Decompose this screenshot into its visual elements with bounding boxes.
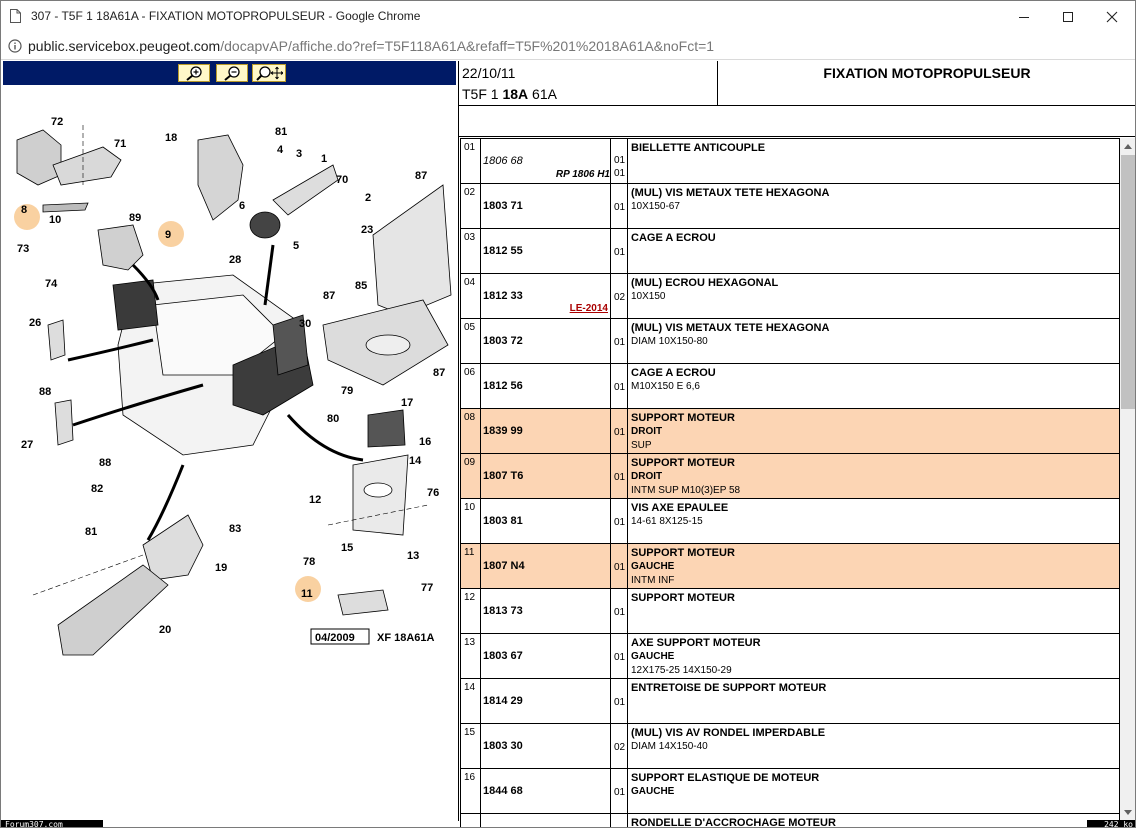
- description-main: SUPPORT MOTEUR: [631, 457, 735, 469]
- description-detail: 10X150-67: [631, 201, 680, 212]
- callout-label[interactable]: 78: [303, 556, 316, 568]
- part-reference[interactable]: 1812 56: [483, 380, 523, 392]
- part-reference[interactable]: 1803 72: [483, 335, 523, 347]
- quantity-cell: [611, 634, 628, 678]
- window-title: 307 - T5F 1 18A61A - FIXATION MOTOPROPULSEUR - Google Chrome: [31, 9, 421, 23]
- callout-label[interactable]: 16: [419, 436, 432, 448]
- callout-label[interactable]: 87: [415, 170, 428, 182]
- diagram-pane: [3, 61, 456, 821]
- description-cell: [629, 184, 1119, 228]
- callout-label[interactable]: 71: [114, 138, 127, 150]
- description-cell: [629, 634, 1119, 678]
- callout-label[interactable]: 79: [341, 385, 354, 397]
- quantity: 01: [614, 168, 626, 179]
- callout-label[interactable]: 18: [165, 132, 178, 144]
- part-support-plate: [373, 185, 451, 315]
- item-number: 13: [461, 634, 481, 678]
- callout-label[interactable]: 19: [215, 562, 228, 574]
- quantity: 01: [614, 472, 626, 483]
- reference-cell: [481, 274, 611, 318]
- header-code-bold: 18A: [502, 86, 529, 102]
- table-row[interactable]: [460, 768, 1120, 813]
- quantity: 01: [614, 427, 626, 438]
- callout-label[interactable]: 77: [421, 582, 434, 594]
- zoom-in-icon: [182, 65, 206, 81]
- table-row[interactable]: [460, 813, 1120, 828]
- description-cell: [629, 274, 1119, 318]
- callout-label[interactable]: 27: [21, 439, 34, 451]
- callout-label[interactable]: 76: [427, 487, 440, 499]
- header-code-prefix: T5F 1: [462, 86, 499, 102]
- document-icon: [10, 9, 21, 23]
- description-main: CAGE A ECROU: [631, 232, 716, 244]
- table-row[interactable]: [460, 228, 1120, 273]
- description-cell: [629, 139, 1119, 183]
- size-indicator: 242 ko: [1087, 820, 1136, 828]
- minimize-button[interactable]: [1001, 1, 1047, 32]
- callout-label[interactable]: 10: [49, 214, 62, 226]
- quantity: 01: [614, 382, 626, 393]
- reference-cell: [481, 229, 611, 273]
- description-detail: 12X175-25 14X150-29: [631, 665, 732, 676]
- callout-label[interactable]: 81: [85, 526, 98, 538]
- callout-label[interactable]: 1: [321, 153, 328, 165]
- callout-label[interactable]: 80: [327, 413, 340, 425]
- item-number: 04: [461, 274, 481, 318]
- reference-cell: [481, 724, 611, 768]
- reference-cell: [481, 769, 611, 813]
- part-reference[interactable]: 1814 29: [483, 695, 523, 707]
- item-number: 12: [461, 589, 481, 633]
- quantity-cell: [611, 139, 628, 183]
- header-date: 22/10/11: [462, 65, 516, 81]
- description-cell: [629, 814, 1119, 828]
- table-row[interactable]: [460, 543, 1120, 588]
- quantity: 01: [614, 155, 626, 166]
- part-reference[interactable]: 1803 30: [483, 740, 523, 752]
- callout-label[interactable]: 3: [296, 148, 303, 160]
- part-reference[interactable]: 1806 68: [483, 155, 523, 167]
- table-row[interactable]: [460, 318, 1120, 363]
- reference-cell: [481, 544, 611, 588]
- table-row[interactable]: [460, 363, 1120, 408]
- description-cell: [629, 679, 1119, 723]
- item-number: 08: [461, 409, 481, 453]
- quantity-cell: [611, 544, 628, 588]
- address-bar[interactable]: [1, 32, 1135, 60]
- table-row[interactable]: [460, 588, 1120, 633]
- callout-label[interactable]: 8: [21, 204, 28, 216]
- close-icon: [1106, 11, 1118, 23]
- description-detail: DIAM 14X150-40: [631, 741, 708, 752]
- title-bar: [1, 1, 1135, 32]
- description-detail: 10X150: [631, 291, 666, 302]
- table-row[interactable]: [460, 678, 1120, 723]
- quantity: 01: [614, 607, 626, 618]
- description-cell: [629, 364, 1119, 408]
- description-detail: INTM INF: [631, 575, 675, 586]
- close-button[interactable]: [1089, 1, 1135, 32]
- description-main: AXE SUPPORT MOTEUR: [631, 637, 761, 649]
- table-row[interactable]: [460, 273, 1120, 318]
- zoom-out-icon: [220, 65, 244, 81]
- maximize-button[interactable]: [1045, 1, 1091, 32]
- item-number: 02: [461, 184, 481, 228]
- alt-reference: RP 1806 H1: [555, 169, 610, 180]
- callout-label[interactable]: 30: [299, 318, 312, 330]
- watermark-left: Forum307.com: [1, 820, 103, 828]
- quantity-cell: [611, 814, 628, 828]
- description-side: GAUCHE: [631, 561, 675, 572]
- description-main: RONDELLE D'ACCROCHAGE MOTEUR: [631, 817, 836, 828]
- header-rule: [459, 136, 1136, 137]
- url-text[interactable]: [28, 38, 714, 54]
- item-number: 15: [461, 724, 481, 768]
- callout-label[interactable]: 83: [229, 523, 242, 535]
- part-reference[interactable]: 1812 33: [483, 290, 523, 302]
- description-main: (MUL) VIS METAUX TETE HEXAGONA: [631, 322, 830, 334]
- callout-label[interactable]: 12: [309, 494, 322, 506]
- quantity-cell: [611, 589, 628, 633]
- quantity: 02: [614, 742, 626, 753]
- description-cell: [629, 589, 1119, 633]
- header-code-suffix: 61A: [532, 86, 557, 102]
- zoom-out-button[interactable]: [216, 64, 248, 82]
- part-reference[interactable]: 1803 81: [483, 515, 523, 527]
- item-number: 09: [461, 454, 481, 498]
- callout-label[interactable]: 88: [99, 457, 112, 469]
- callout-label[interactable]: 72: [51, 116, 64, 128]
- reference-cell: [481, 454, 611, 498]
- description-main: (MUL) ECROU HEXAGONAL: [631, 277, 779, 289]
- description-detail: DIAM 10X150-80: [631, 336, 708, 347]
- quantity-cell: [611, 409, 628, 453]
- description-detail: M10X150 E 6,6: [631, 381, 700, 392]
- part-reference[interactable]: 1803 71: [483, 200, 523, 212]
- description-main: SUPPORT MOTEUR: [631, 592, 735, 604]
- quantity-cell: [611, 769, 628, 813]
- page-title: FIXATION MOTOPROPULSEUR: [823, 65, 1031, 81]
- quantity-cell: [611, 724, 628, 768]
- description-main: (MUL) VIS AV RONDEL IMPERDABLE: [631, 727, 826, 739]
- callout-label[interactable]: 15: [341, 542, 354, 554]
- table-row[interactable]: [460, 723, 1120, 768]
- part-reference[interactable]: 1844 68: [483, 785, 523, 797]
- description-detail: INTM SUP M10(3)EP 58: [631, 485, 741, 496]
- part-reference[interactable]: 1807 N4: [483, 560, 525, 572]
- reference-cell: [481, 184, 611, 228]
- scroll-up-button[interactable]: [1120, 138, 1136, 155]
- callout-label[interactable]: 70: [336, 174, 349, 186]
- part-reference[interactable]: 1839 99: [483, 425, 523, 437]
- description-cell: [629, 319, 1119, 363]
- part-reference[interactable]: 1813 73: [483, 605, 523, 617]
- table-row[interactable]: [460, 183, 1120, 228]
- description-main: SUPPORT MOTEUR: [631, 412, 735, 424]
- item-number: 14: [461, 679, 481, 723]
- quantity-cell: [611, 499, 628, 543]
- url-path: /docapvAP/affiche.do?ref=T5F118A61A&refaff=T5F%201%2018A61A&noFct=1: [220, 38, 715, 54]
- description-side: DROIT: [631, 426, 663, 437]
- table-row[interactable]: [460, 498, 1120, 543]
- description-cell: [629, 769, 1119, 813]
- scrollbar[interactable]: [1120, 138, 1136, 821]
- minimize-icon: [1018, 11, 1030, 23]
- part-guard: [58, 565, 168, 655]
- description-cell: [629, 724, 1119, 768]
- info-icon[interactable]: [8, 39, 22, 53]
- description-cell: [629, 454, 1119, 498]
- callout-label[interactable]: 89: [129, 212, 142, 224]
- item-number: [461, 814, 481, 828]
- description-main: SUPPORT ELASTIQUE DE MOTEUR: [631, 772, 820, 784]
- diagram-toolbar: [3, 61, 456, 85]
- description-cell: [629, 409, 1119, 453]
- zoom-fit-icon: [255, 65, 283, 81]
- callout-label[interactable]: 87: [323, 290, 336, 302]
- callout-label[interactable]: 20: [159, 624, 172, 636]
- quantity: 01: [614, 562, 626, 573]
- callout-label[interactable]: 81: [275, 126, 288, 138]
- part-right-mount: [17, 130, 61, 185]
- callout-label[interactable]: 28: [229, 254, 242, 266]
- scrollbar-thumb[interactable]: [1121, 155, 1135, 409]
- quantity-cell: [611, 454, 628, 498]
- chevron-up-icon: [1124, 144, 1132, 149]
- callout-label[interactable]: 13: [407, 550, 420, 562]
- description-side: DROIT: [631, 471, 663, 482]
- callout-label[interactable]: 17: [401, 397, 414, 409]
- reference-cell: [481, 499, 611, 543]
- description-detail: 14-61 8X125-15: [631, 516, 703, 527]
- quantity: 01: [614, 697, 626, 708]
- item-number: 06: [461, 364, 481, 408]
- item-number: 01: [461, 139, 481, 183]
- quantity-cell: [611, 274, 628, 318]
- description-side: GAUCHE: [631, 651, 675, 662]
- callout-label[interactable]: 6: [239, 200, 246, 212]
- quantity-cell: [611, 679, 628, 723]
- callout-label[interactable]: 2: [365, 192, 372, 204]
- part-reference[interactable]: 1812 55: [483, 245, 523, 257]
- callout-label[interactable]: 82: [91, 483, 104, 495]
- diagram-date-code: 04/2009: [315, 632, 355, 644]
- quantity-cell: [611, 319, 628, 363]
- quantity: 02: [614, 292, 626, 303]
- part-reference[interactable]: 1803 67: [483, 650, 523, 662]
- part-reference[interactable]: 1807 T6: [483, 470, 524, 482]
- reference-cell: [481, 634, 611, 678]
- item-number: 03: [461, 229, 481, 273]
- header-code: [462, 86, 557, 102]
- description-side: GAUCHE: [631, 786, 675, 797]
- part-lower-mount: [143, 515, 203, 580]
- quantity: 01: [614, 517, 626, 528]
- reference-cell: [481, 139, 611, 183]
- item-number: 11: [461, 544, 481, 588]
- quantity: 01: [614, 787, 626, 798]
- description-cell: [629, 229, 1119, 273]
- reference-cell: [481, 319, 611, 363]
- description-main: BIELLETTE ANTICOUPLE: [631, 142, 766, 154]
- part-bracket: [198, 135, 246, 220]
- reference-cell: [481, 814, 611, 828]
- item-number: 05: [461, 319, 481, 363]
- callout-label[interactable]: 4: [277, 144, 284, 156]
- description-detail: SUP: [631, 440, 652, 451]
- table-row[interactable]: [460, 408, 1120, 453]
- diagram-ref-code: XF 18A61A: [377, 632, 435, 644]
- callout-label[interactable]: 5: [293, 240, 300, 252]
- description-main: ENTRETOISE DE SUPPORT MOTEUR: [631, 682, 827, 694]
- table-row[interactable]: [460, 633, 1120, 678]
- callout-label[interactable]: 74: [45, 278, 58, 290]
- description-cell: [629, 544, 1119, 588]
- reference-cell: [481, 364, 611, 408]
- callout-label[interactable]: 9: [165, 229, 172, 241]
- quantity-cell: [611, 364, 628, 408]
- zoom-in-button[interactable]: [178, 64, 210, 82]
- reference-cell: [481, 679, 611, 723]
- description-main: (MUL) VIS METAUX TETE HEXAGONA: [631, 187, 830, 199]
- table-row[interactable]: [460, 453, 1120, 498]
- quantity-cell: [611, 229, 628, 273]
- quantity-cell: [611, 184, 628, 228]
- header-rule: [459, 105, 1136, 106]
- url-host: public.servicebox.peugeot.com: [28, 38, 221, 54]
- callout-label[interactable]: 88: [39, 386, 52, 398]
- callout-label[interactable]: 26: [29, 317, 42, 329]
- quantity: 01: [614, 202, 626, 213]
- part-intermediate-mount: [98, 225, 143, 270]
- quantity: 01: [614, 652, 626, 663]
- maximize-icon: [1062, 11, 1074, 23]
- item-number: 16: [461, 769, 481, 813]
- le-link[interactable]: LE-2014: [569, 303, 608, 314]
- description-main: VIS AXE EPAULEE: [631, 502, 729, 514]
- quantity: 01: [614, 247, 626, 258]
- description-main: SUPPORT MOTEUR: [631, 547, 735, 559]
- reference-cell: [481, 409, 611, 453]
- callout-label[interactable]: 85: [355, 280, 368, 292]
- exploded-diagram: [3, 85, 456, 820]
- description-main: CAGE A ECROU: [631, 367, 716, 379]
- callout-label[interactable]: 11: [301, 588, 313, 600]
- scroll-down-button[interactable]: [1120, 804, 1136, 821]
- zoom-fit-button[interactable]: [252, 64, 286, 82]
- chevron-down-icon: [1124, 810, 1132, 815]
- table-row[interactable]: [460, 138, 1120, 183]
- callout-label[interactable]: 23: [361, 224, 374, 236]
- callout-label[interactable]: 73: [17, 243, 30, 255]
- callout-label[interactable]: 87: [433, 367, 446, 379]
- callout-label[interactable]: 14: [409, 455, 422, 467]
- reference-cell: [481, 589, 611, 633]
- description-cell: [629, 499, 1119, 543]
- quantity: 01: [614, 337, 626, 348]
- item-number: 10: [461, 499, 481, 543]
